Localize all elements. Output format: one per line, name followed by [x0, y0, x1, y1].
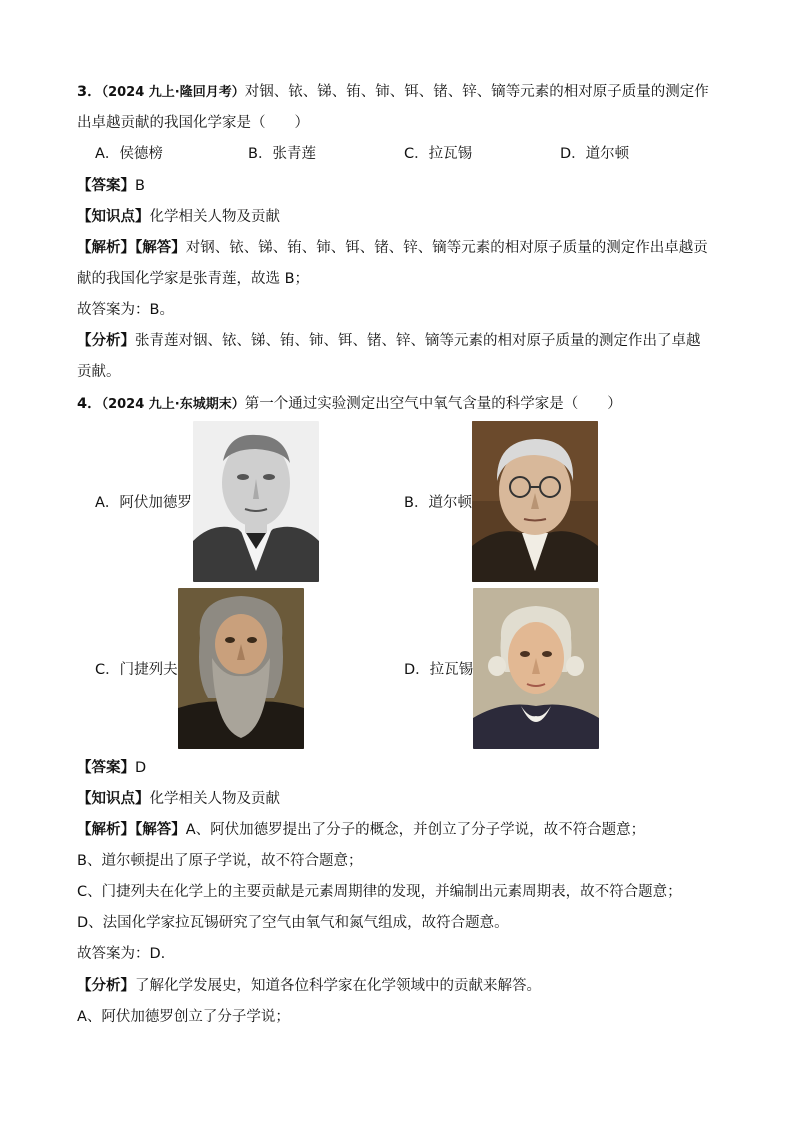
q3-source: （2024 九上·隆回月考） [101, 85, 245, 100]
q4-analysis-line2: B、道尔顿提出了原子学说，故不符合题意； [77, 853, 363, 869]
q3-kp-tag: 【知识点】 [77, 209, 150, 225]
q4-option-c: C．门捷列夫 [95, 662, 178, 678]
q3-option-c: C．拉瓦锡 [404, 146, 473, 162]
q3-stem-line1 [77, 82, 709, 103]
q3-kp-line [77, 207, 280, 227]
portrait-mendeleev-icon [178, 588, 304, 749]
q3-analysis-line1 [77, 238, 708, 258]
q3-answer-tag: 【答案】 [77, 178, 135, 194]
q4-final-answer: 故答案为：D. [77, 946, 166, 962]
portrait-dalton-icon [472, 421, 598, 582]
q4-kp-tag: 【知识点】 [77, 791, 150, 807]
q4-answer: D [135, 760, 147, 776]
q4-fenxi-line1 [77, 976, 541, 996]
q3-answer: B [135, 178, 145, 194]
q4-option-b: B．道尔顿 [404, 495, 472, 511]
q4-stem-text: 第一个通过实验测定出空气中氧气含量的科学家是（ ） [244, 396, 622, 412]
portrait-avogadro-icon [193, 421, 319, 582]
q4-analysis-line4: D、法国化学家拉瓦锡研究了空气由氧气和氮气组成，故符合题意。 [77, 915, 509, 931]
q4-kp-line [77, 789, 280, 809]
q4-source: （2024 九上·东城期末） [101, 397, 245, 412]
q3-fenxi-text1: 张青莲对铟、铱、锑、铕、铈、铒、锗、锌、镝等元素的相对原子质量的测定作出了卓越 [135, 333, 701, 349]
q3-final-answer: 故答案为：B。 [77, 302, 174, 318]
q4-option-a: A．阿伏加德罗 [95, 495, 192, 511]
q4-fenxi-line2: A、阿伏加德罗创立了分子学说； [77, 1009, 290, 1025]
q4-analysis-line3: C、门捷列夫在化学上的主要贡献是元素周期律的发现，并编制出元素周期表，故不符合题意； [77, 884, 682, 900]
q4-analysis-tag: 【解析】【解答】 [77, 822, 186, 838]
q4-answer-tag: 【答案】 [77, 760, 135, 776]
portrait-lavoisier-icon [473, 588, 599, 749]
q3-analysis-line2: 献的我国化学家是张青莲，故选 B； [77, 271, 310, 287]
q4-fenxi-text1: 了解化学发展史，知道各位科学家在化学领域中的贡献来解答。 [135, 978, 541, 994]
q3-fenxi-line2: 贡献。 [77, 364, 121, 380]
q4-kp: 化学相关人物及贡献 [149, 791, 280, 807]
q4-number: 4． [77, 396, 102, 412]
q3-answer-line [77, 176, 145, 196]
q3-analysis-text1: 对钢、铱、锑、铕、铈、铒、锗、锌、镝等元素的相对原子质量的测定作出卓越贡 [185, 240, 708, 256]
q3-kp: 化学相关人物及贡献 [149, 209, 280, 225]
q3-stem-text1: 对铟、铱、锑、铕、铈、铒、锗、锌、镝等元素的相对原子质量的测定作 [244, 84, 709, 100]
q3-fenxi-tag: 【分析】 [77, 333, 135, 349]
q3-number: 3． [77, 84, 102, 100]
q4-option-d: D．拉瓦锡 [404, 662, 474, 678]
q3-option-a: A．侯德榜 [95, 146, 163, 162]
q4-stem-line [77, 394, 622, 415]
q4-analysis-text1: A、阿伏加德罗提出了分子的概念，并创立了分子学说，故不符合题意； [185, 822, 646, 838]
q4-analysis-line1 [77, 820, 645, 840]
q4-answer-line [77, 758, 146, 778]
q3-analysis-tag: 【解析】【解答】 [77, 240, 186, 256]
q3-stem-line2: 出卓越贡献的我国化学家是（ ） [77, 115, 309, 131]
q3-option-b: B．张青莲 [248, 146, 316, 162]
q3-fenxi-line1 [77, 331, 701, 351]
q3-option-d: D．道尔顿 [560, 146, 630, 162]
q4-fenxi-tag: 【分析】 [77, 978, 135, 994]
